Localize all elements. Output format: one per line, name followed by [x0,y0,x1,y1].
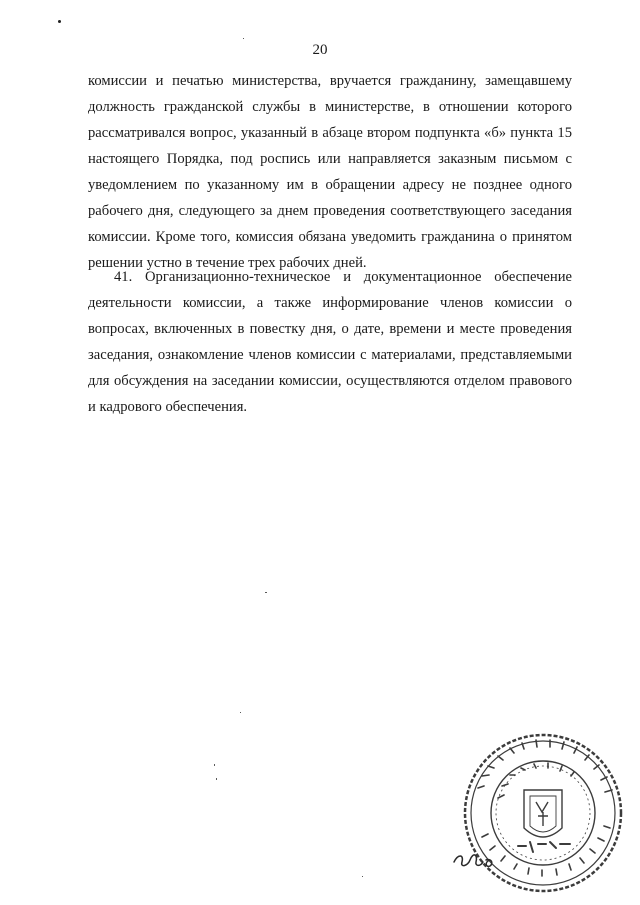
text-line: 41. Организационно-техническое и документационное обеспечение [114,269,572,285]
scan-speck [214,764,215,766]
text-line: комиссии. Кроме того, комиссия обязана уведомить гражданина о принятом [88,229,572,245]
text-line: деятельности комиссии, а также информирование членов комиссии о [88,295,572,311]
scan-speck [265,592,267,593]
scan-speck [362,876,363,877]
text-line: рабочего дня, следующего за днем проведения соответствующего заседания [88,203,572,219]
margin-dot [58,20,61,23]
scan-speck [216,778,217,780]
paragraph-continuation [88,68,572,276]
text-line: рассматривался вопрос, указанный в абзаце втором подпункта «б» пункта 15 [88,125,572,141]
text-line: вопросах, включенных в повестку дня, о дате, времени и месте проведения [88,321,572,337]
scan-speck [240,712,241,713]
scan-speck [243,38,244,39]
text-line: для обсуждения на заседании комиссии, осуществляются отделом правового [88,373,572,389]
text-line: и кадрового обеспечения. [88,399,248,415]
text-line: должность гражданской службы в министерстве, в отношении которого [88,99,572,115]
text-line: заседания, ознакомление членов комиссии с материалами, представляемыми [88,347,572,363]
page-number: 20 [312,42,328,58]
text-line: решении устно в течение трех рабочих дней. [88,255,367,271]
text-line: уведомлением по указанному им в обращении адресу не позднее одного [88,177,572,193]
paragraph-41 [88,264,572,420]
text-line: комиссии и печатью министерства, вручается гражданину, замещавшему [88,73,572,89]
text-line: настоящего Порядка, под роспись или направляется заказным письмом с [88,151,572,167]
handwritten-signature [446,836,536,876]
